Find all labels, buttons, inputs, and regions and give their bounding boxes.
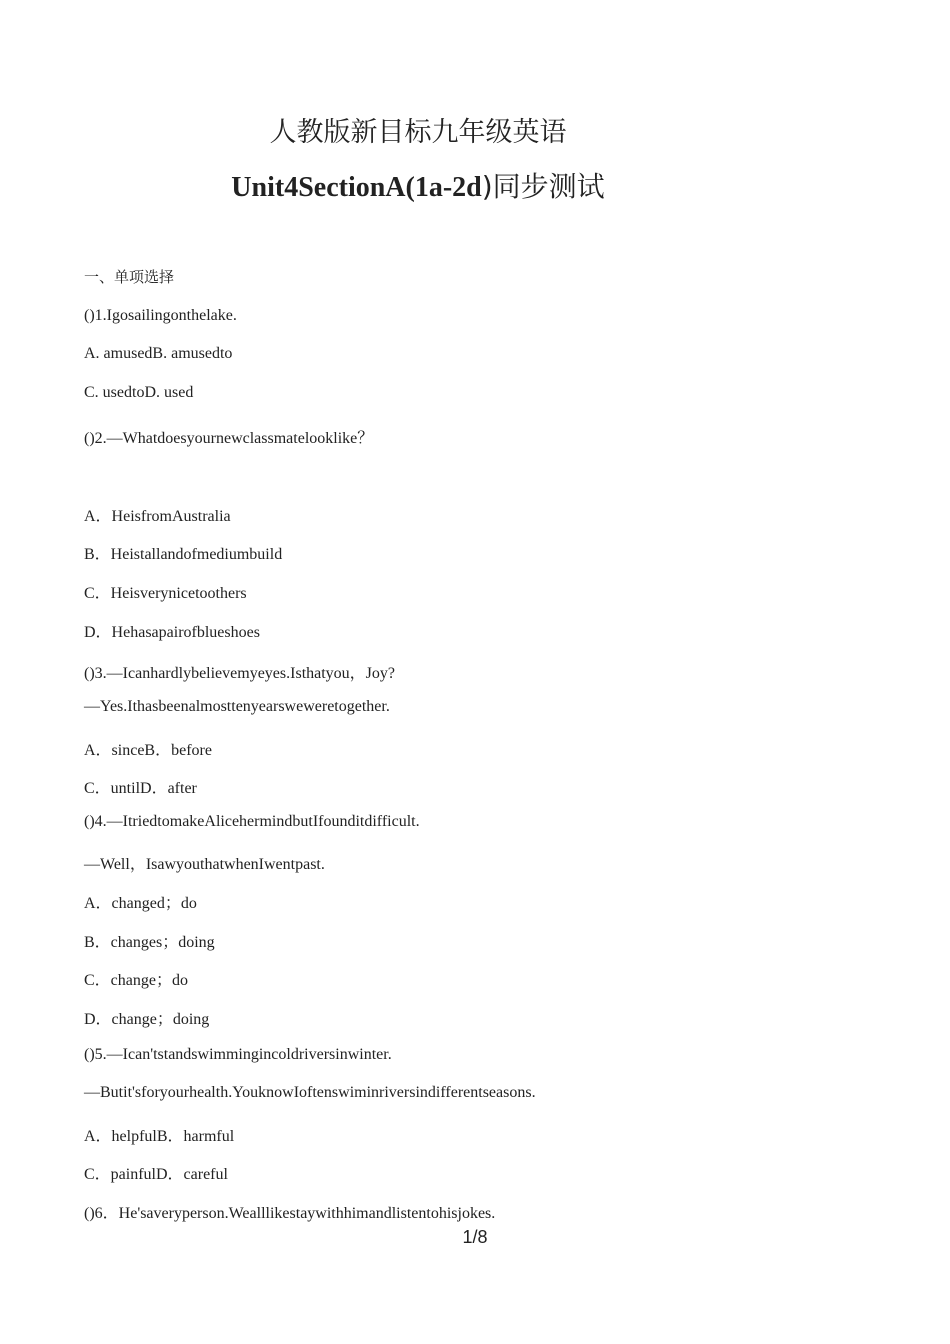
question-2-option-b: B．Heistallandofmediumbuild	[84, 546, 283, 563]
question-5-options-ab: A．helpfulB．harmful	[84, 1128, 235, 1145]
question-1: ()1.Igosailingonthelake.	[84, 307, 237, 324]
question-2-option-d: D．Hehasapairofblueshoes	[84, 624, 260, 641]
question-6: ()6．He'saveryperson.Wealllikestaywithhimandlistentohisjokes.	[84, 1205, 496, 1222]
section-heading: 一、单项选择	[84, 268, 175, 286]
question-4-response: —Well，IsawyouthatwhenIwentpast.	[84, 856, 325, 873]
question-1-options-ab: A. amusedB. amusedto	[84, 345, 233, 362]
title-unit-label: Unit4SectionA(1a-2d	[231, 172, 482, 203]
question-4-option-b: B．changes；doing	[84, 934, 215, 951]
question-5-options-cd: C．painfulD．careful	[84, 1166, 228, 1183]
question-2: ()2.—Whatdoesyournewclassmatelooklike？	[84, 430, 374, 447]
page-number: 1/8	[462, 1227, 488, 1247]
document-title-line1: 人教版新目标九年级英语	[269, 117, 567, 148]
question-4-option-c: C．change；do	[84, 972, 188, 989]
question-3-response: —Yes.Ithasbeenalmosttenyearsweweretogether.	[84, 698, 390, 715]
question-4: ()4.—ItriedtomakeAlicehermindbutIfounditdifficult.	[84, 813, 420, 830]
question-4-option-a: A．changed；do	[84, 895, 197, 912]
question-3-options-cd: C．untilD．after	[84, 780, 197, 797]
question-1-options-cd: C. usedtoD. used	[84, 384, 194, 401]
question-3-options-ab: A．sinceB．before	[84, 742, 212, 759]
question-5: ()5.—Ican'tstandswimmingincoldriversinwinter.	[84, 1046, 392, 1063]
question-4-option-d: D．change；doing	[84, 1011, 210, 1028]
question-5-response: —Butit'sforyourhealth.YouknowIoftenswiminriversindifferentseasons.	[84, 1084, 536, 1101]
document-title-line2	[0, 165, 836, 205]
question-2-option-c: C．Heisverynicetoothers	[84, 585, 247, 602]
question-2-option-a: A．HeisfromAustralia	[84, 508, 231, 525]
title-suffix: )同步测试	[481, 170, 605, 203]
question-3: ()3.—Icanhardlybelievemyeyes.Isthatyou，Joy?	[84, 665, 396, 682]
